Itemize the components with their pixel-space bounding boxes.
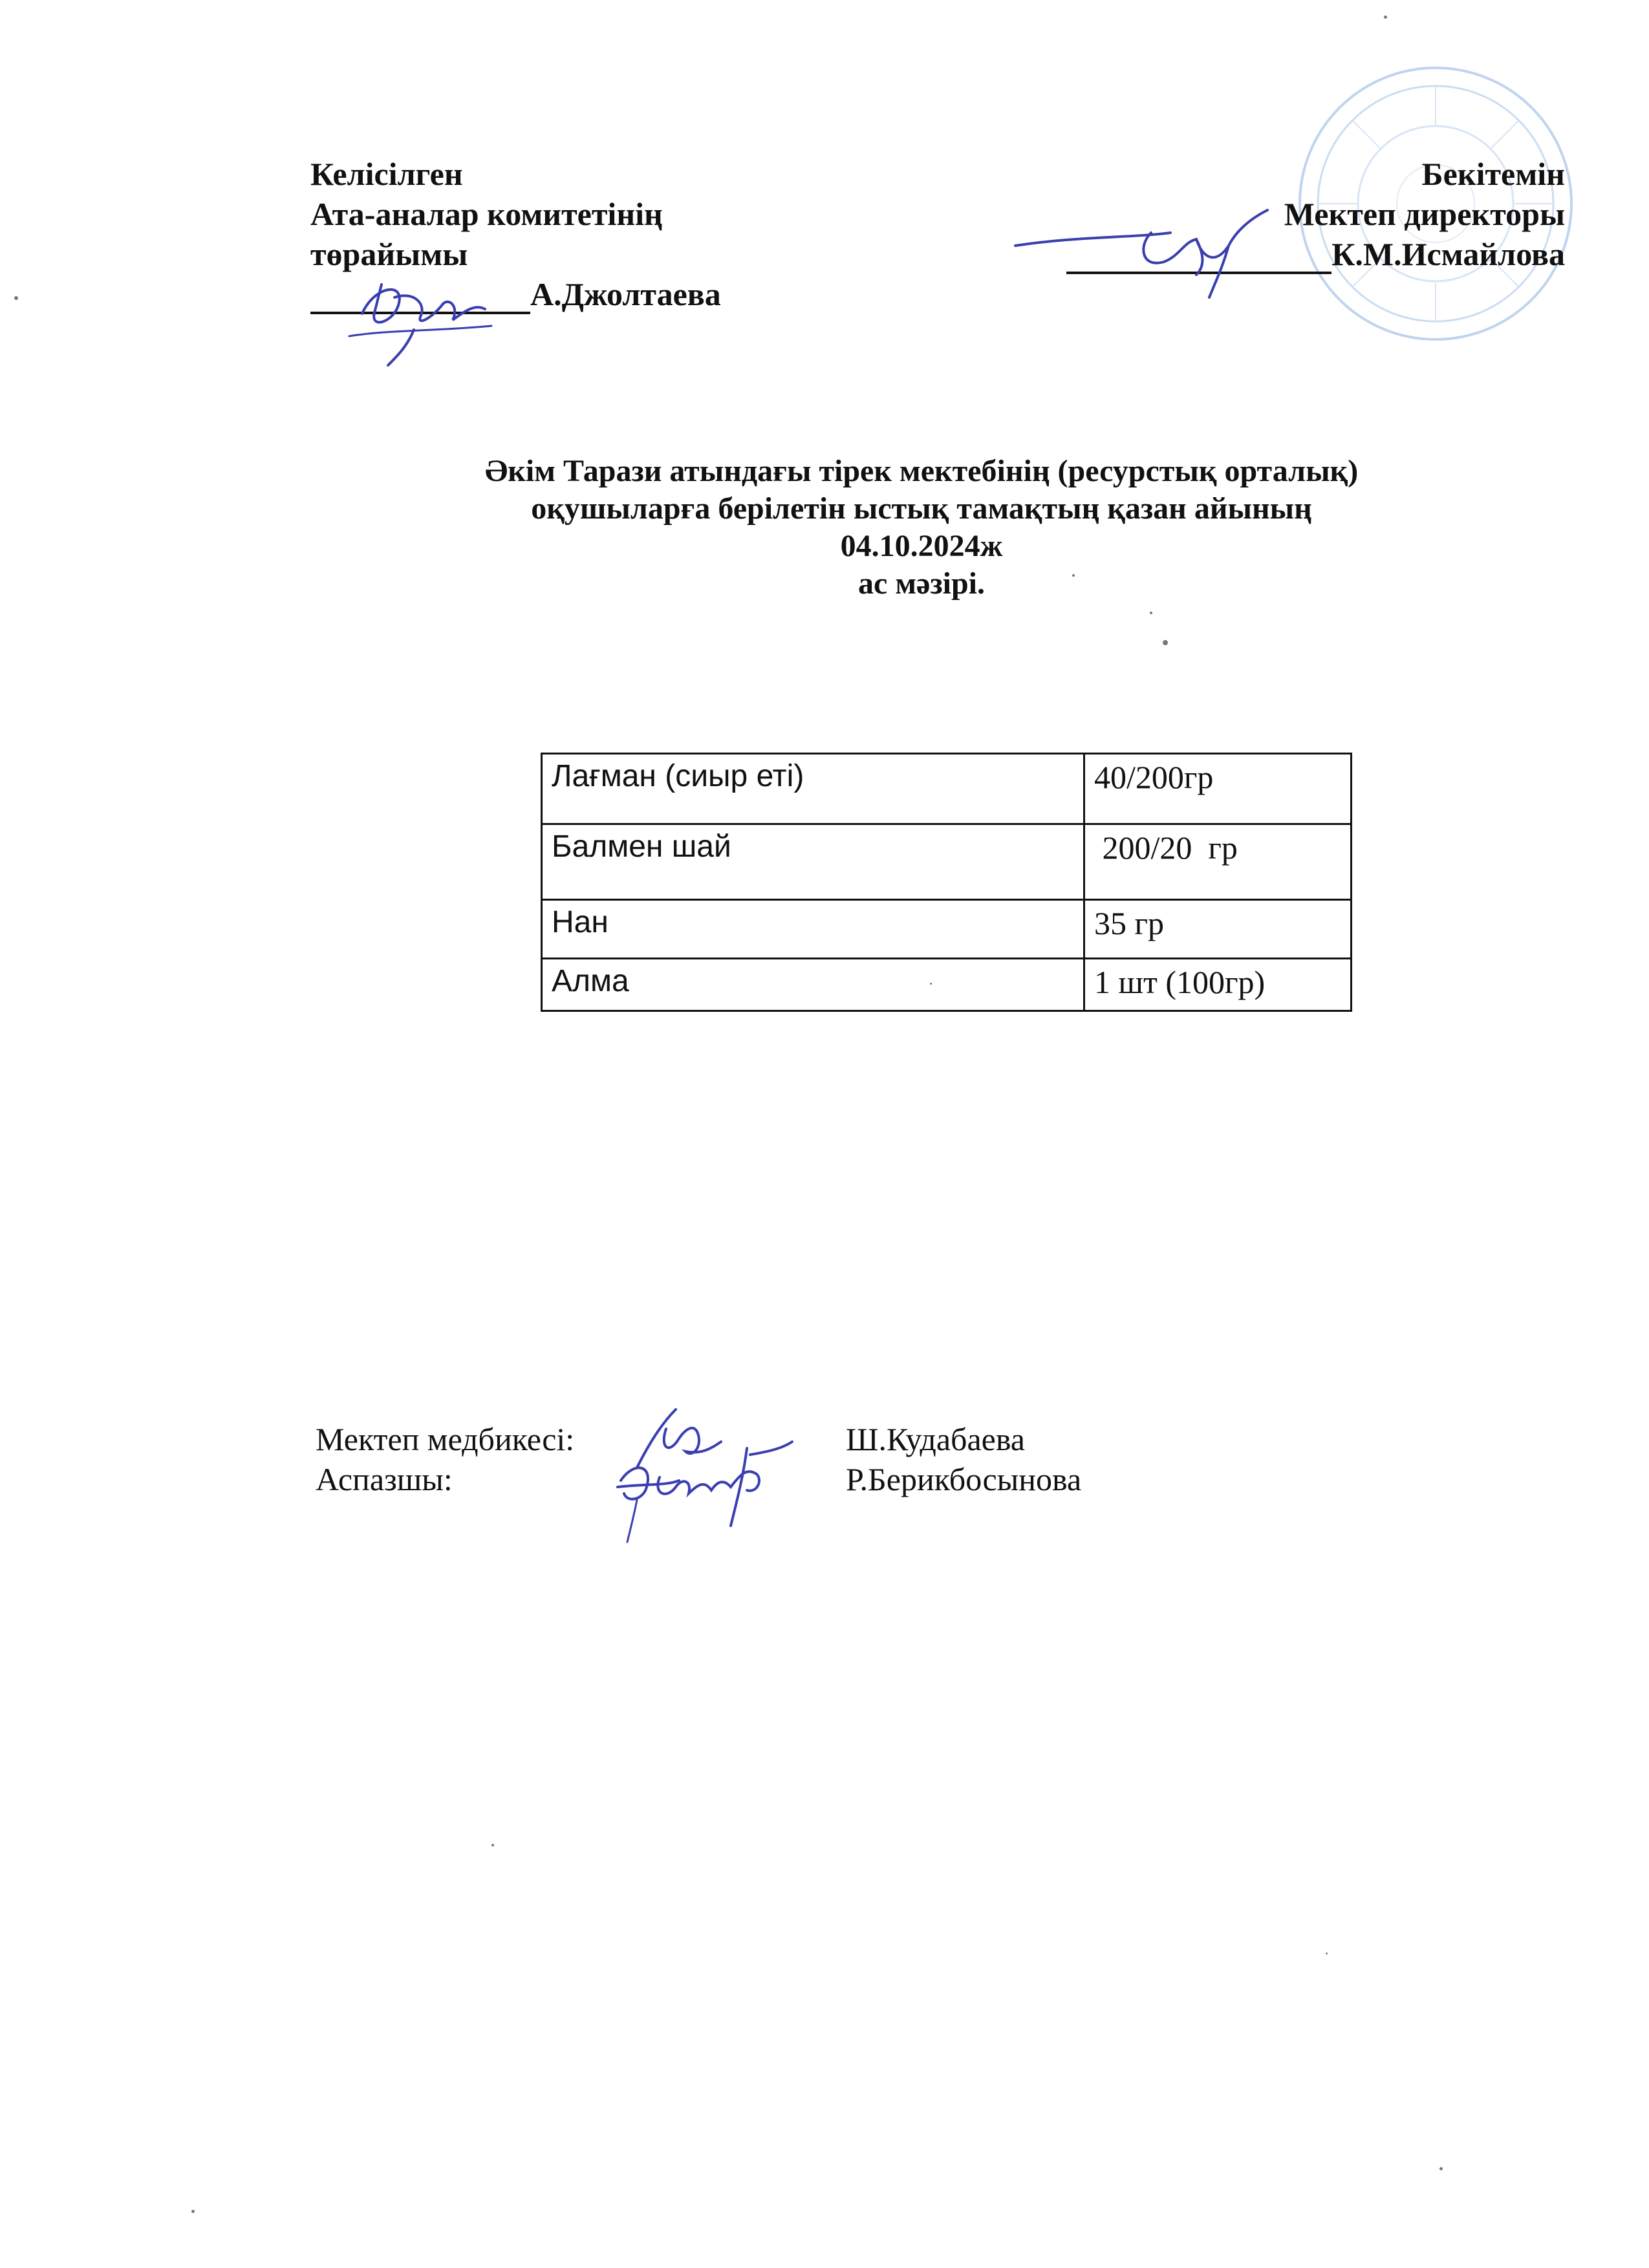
scan-speck bbox=[1439, 2167, 1443, 2170]
cook-role: Аспазшы: bbox=[316, 1461, 453, 1497]
approval-left-line1: Келісілген bbox=[310, 156, 463, 192]
approval-right-line2: Мектеп директоры bbox=[1284, 196, 1565, 232]
scan-speck bbox=[491, 1844, 494, 1846]
menu-item-amount: 40/200гр bbox=[1084, 754, 1352, 824]
scan-speck bbox=[930, 983, 932, 985]
title-line4: ас мәзірі. bbox=[858, 566, 985, 601]
menu-item-name: Алма bbox=[542, 959, 1084, 1011]
table-row bbox=[542, 754, 1352, 824]
document-title bbox=[194, 453, 1649, 603]
nurse-name: Ш.Кудабаева bbox=[846, 1421, 1025, 1457]
approval-right-line1: Бекітемін bbox=[1421, 156, 1565, 192]
menu-table bbox=[541, 753, 1352, 1012]
scan-speck bbox=[1150, 612, 1152, 614]
scan-speck bbox=[1326, 1952, 1328, 1954]
menu-item-name: Балмен шай bbox=[542, 824, 1084, 900]
title-line1: Әкім Тарази атындағы тірек мектебінің (ресурстық орталық) bbox=[484, 454, 1359, 488]
title-line2: оқушыларға берілетін ыстық тамақтың қазан айының bbox=[531, 491, 1312, 526]
menu-item-amount: 200/20 гр bbox=[1084, 824, 1352, 900]
menu-item-name: Нан bbox=[542, 900, 1084, 959]
scan-speck bbox=[1384, 16, 1387, 19]
table-row bbox=[542, 824, 1352, 900]
menu-item-amount: 1 шт (100гр) bbox=[1084, 959, 1352, 1011]
menu-item-name: Лағман (сиыр еті) bbox=[542, 754, 1084, 824]
table-row bbox=[542, 959, 1352, 1011]
cook-name: Р.Берикбосынова bbox=[846, 1461, 1082, 1497]
approval-right-signer: К.М.Исмайлова bbox=[1331, 236, 1565, 272]
cook-signature-icon bbox=[608, 1429, 802, 1545]
scan-speck bbox=[14, 296, 18, 300]
table-row bbox=[542, 900, 1352, 959]
menu-item-amount: 35 гр bbox=[1084, 900, 1352, 959]
approval-left-line3: төрайымы bbox=[310, 236, 468, 272]
scan-speck bbox=[1163, 640, 1168, 645]
approval-left-signer: А.Джолтаева bbox=[530, 276, 721, 312]
approval-left-line2: Ата-аналар комитетінің bbox=[310, 196, 663, 232]
director-signature-icon bbox=[1002, 207, 1287, 304]
title-date: 04.10.2024ж bbox=[840, 529, 1003, 563]
scan-speck bbox=[1072, 574, 1075, 577]
scan-speck bbox=[191, 2210, 195, 2213]
nurse-role: Мектеп медбикесі: bbox=[316, 1421, 575, 1457]
parent-committee-signature-icon bbox=[336, 259, 504, 369]
